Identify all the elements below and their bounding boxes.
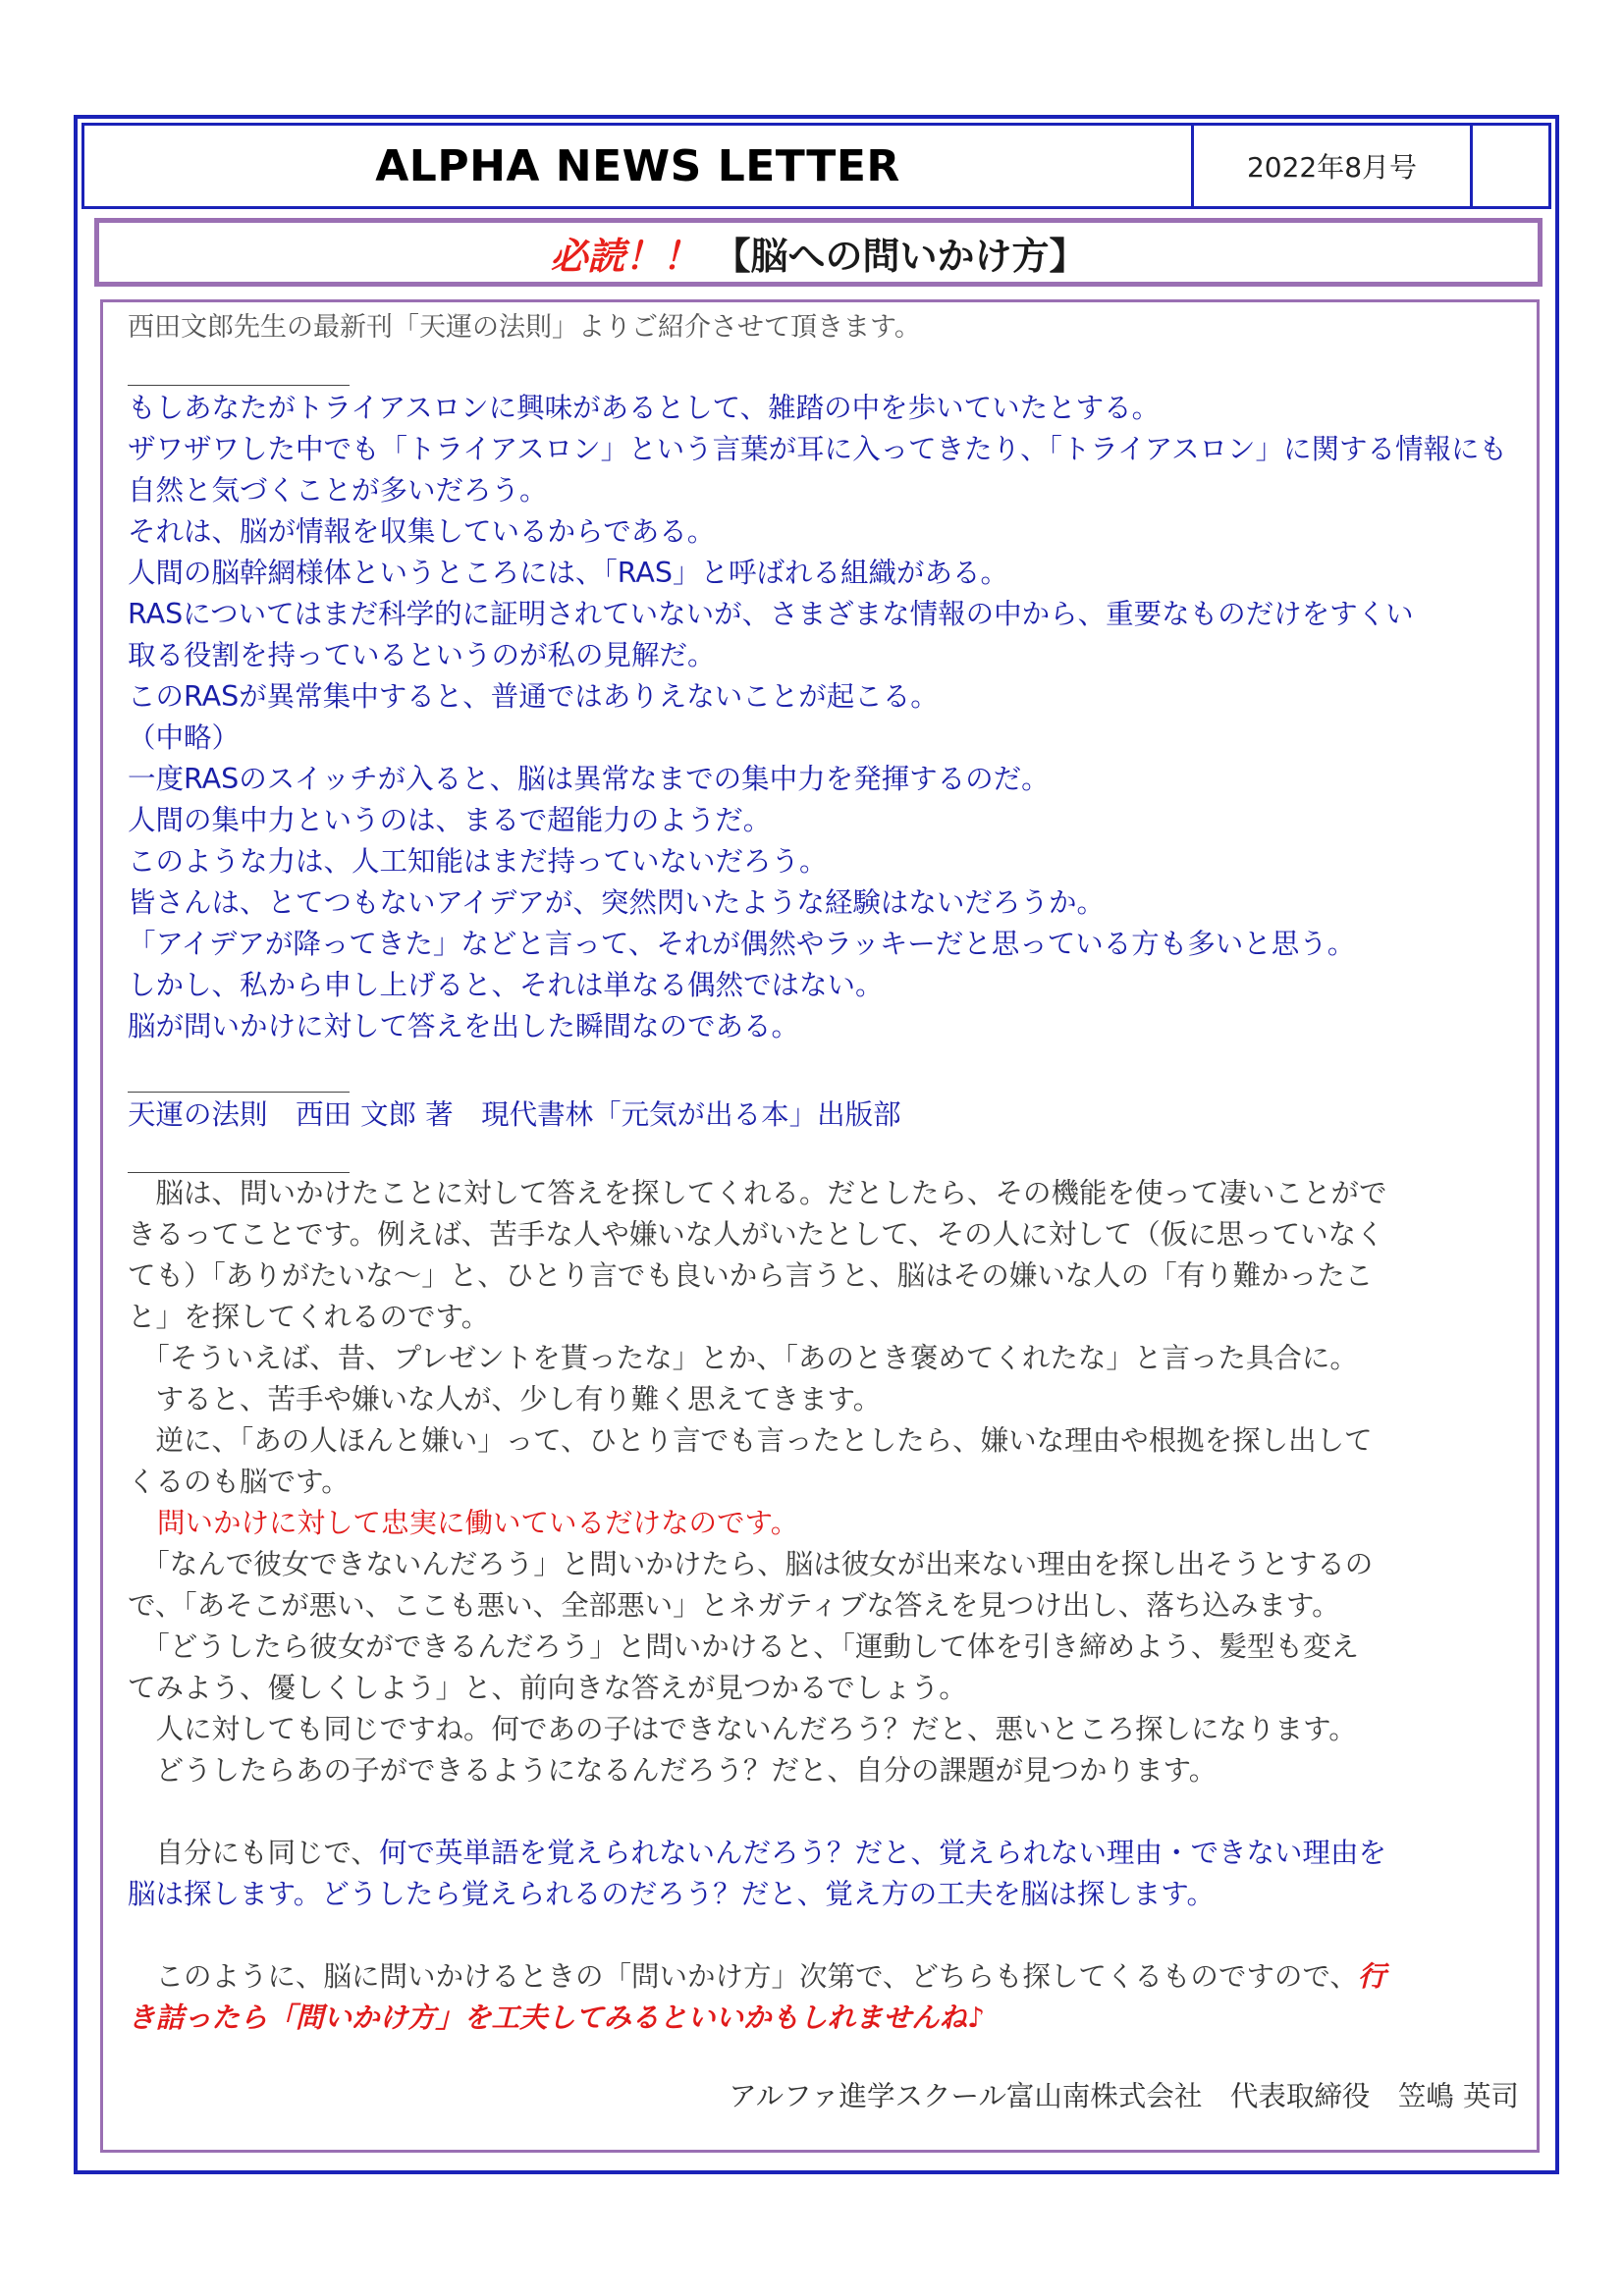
body-line: すると、苦手や嫌いな人が、少し有り難く思えてきます。 (128, 1383, 882, 1415)
article-topic: 【脳への問いかけ方】 (713, 234, 1087, 278)
body-line: きるってことです。例えば、苦手な人や嫌いな人がいたとして、その人に対して（仮に思っていなく (128, 1218, 1384, 1251)
body-line: 「なんで彼女できないんだろう」と問いかけたら、脳は彼女が出来ない理由を探し出そうとするの (128, 1548, 1374, 1580)
quote-line: それは、脳が情報を収集しているからである。 (128, 515, 716, 548)
body-line: 「どうしたら彼女ができるんだろう」と問いかけると、「運動して体を引き締めよう、髪型も変え (128, 1630, 1360, 1663)
body-line: で、「あそこが悪い、ここも悪い、全部悪い」とネガティブな答えを見つけ出し、落ち込みます。 (128, 1589, 1340, 1622)
quote-line: 皆さんは、とてつもないアイデアが、突然閃いたような経験はないだろうか。 (128, 886, 1105, 919)
quote-line: （中略） (128, 721, 241, 754)
intro-line: 西田文郎先生の最新刊「天運の法則」よりご紹介させて頂きます。 (128, 312, 921, 343)
article-body (100, 299, 1540, 2153)
quote-line: しかし、私から申し上げると、それは単なる偶然ではない。 (128, 969, 884, 1001)
closing-line-1 (128, 1957, 1385, 1997)
body-line: と」を探してくれるのです。 (128, 1301, 490, 1333)
quote-line: ザワザワした中でも「トライアスロン」という言葉が耳に入ってきたり、「トライアスロン」に関する情報にも (128, 433, 1508, 465)
divider (128, 1172, 350, 1173)
body-line: てみよう、優しくしよう」と、前向きな答えが見つかるでしょう。 (128, 1672, 967, 1704)
newsletter-header (81, 123, 1551, 209)
signature: アルファ進学スクール富山南株式会社 代表取締役 笠嶋 英司 (729, 2080, 1519, 2112)
self-blue-text: 何で英単語を覚えられないんだろう？だと、覚えられない理由・できない理由を (378, 1837, 1386, 1869)
quote-line: このような力は、人工知能はまだ持っていないだろう。 (128, 845, 828, 878)
self-line-2: 脳は探します。どうしたら覚えられるのだろう？だと、覚え方の工夫を脳は探します。 (128, 1878, 1215, 1910)
body-line: どうしたらあの子ができるようになるんだろう？だと、自分の課題が見つかります。 (128, 1754, 1218, 1787)
quote-line: 「アイデアが降ってきた」などと言って、それが偶然やラッキーだと思っている方も多いと思う。 (128, 928, 1356, 960)
body-line: 脳は、問いかけたことに対して答えを探してくれる。だとしたら、その機能を使って凄いことがで (128, 1177, 1387, 1209)
emphasis-line: 問いかけに対して忠実に働いているだけなのです。 (157, 1507, 799, 1539)
article-headline (94, 218, 1543, 287)
quote-line: 一度RASのスイッチが入ると、脳は異常なまでの集中力を発揮するのだ。 (128, 763, 1050, 795)
quote-line: 自然と気づくことが多いだろう。 (128, 474, 548, 507)
quote-line: 人間の脳幹網様体というところには、「RAS」と呼ばれる組織がある。 (128, 557, 1008, 589)
issue-date: 2022年8月号 (1191, 126, 1470, 206)
body-line: 人に対しても同じですね。何であの子はできないんだろう？だと、悪いところ探しになります。 (128, 1713, 1357, 1745)
quote-line: 取る役割を持っているというのが私の見解だ。 (128, 639, 716, 671)
self-lead: 自分にも同じで、 (128, 1837, 379, 1869)
body-line: ても）「ありがたいな～」と、ひとり言でも良いから言うと、脳はその嫌いな人の「有り難かったこ (128, 1259, 1374, 1292)
self-line-1 (128, 1834, 1386, 1873)
closing-gray-text: このように、脳に問いかけるときの「問いかけ方」次第で、どちらも探してくるものですので、 (128, 1960, 1358, 1993)
quote-line: このRASが異常集中すると、普通ではありえないことが起こる。 (128, 680, 939, 713)
closing-line-2: き詰ったら「問いかけ方」を工夫してみるといいかもしれませんね♪ (128, 2002, 986, 2034)
header-corner-cell (1470, 126, 1548, 206)
quote-line: 脳が問いかけに対して答えを出した瞬間なのである。 (128, 1010, 800, 1042)
newsletter-frame (74, 115, 1559, 2174)
body-line: 逆に、「あの人ほんと嫌い」って、ひとり言でも言ったとしたら、嫌いな理由や根拠を探し出して (128, 1424, 1373, 1457)
quote-line: もしあなたがトライアスロンに興味があるとして、雑踏の中を歩いていたとする。 (128, 392, 1161, 424)
divider (128, 1092, 350, 1093)
quote-line: RASについてはまだ科学的に証明されていないが、さまざまな情報の中から、重要なものだけをすくい (128, 598, 1414, 630)
quote-line: 人間の集中力というのは、まるで超能力のようだ。 (128, 804, 772, 836)
must-read-label: 必読！！ (550, 234, 700, 278)
body-line: 「そういえば、昔、プレゼントを貰ったな」とか、「あのとき褒めてくれたな」と言った具合に。 (128, 1342, 1358, 1374)
book-source: 天運の法則 西田 文郎 著 現代書林「元気が出る本」出版部 (128, 1098, 901, 1131)
body-line: くるのも脳です。 (128, 1466, 350, 1498)
newsletter-title: ALPHA NEWS LETTER (375, 140, 900, 191)
divider (128, 385, 350, 386)
closing-red-text: 行 (1357, 1960, 1386, 1993)
